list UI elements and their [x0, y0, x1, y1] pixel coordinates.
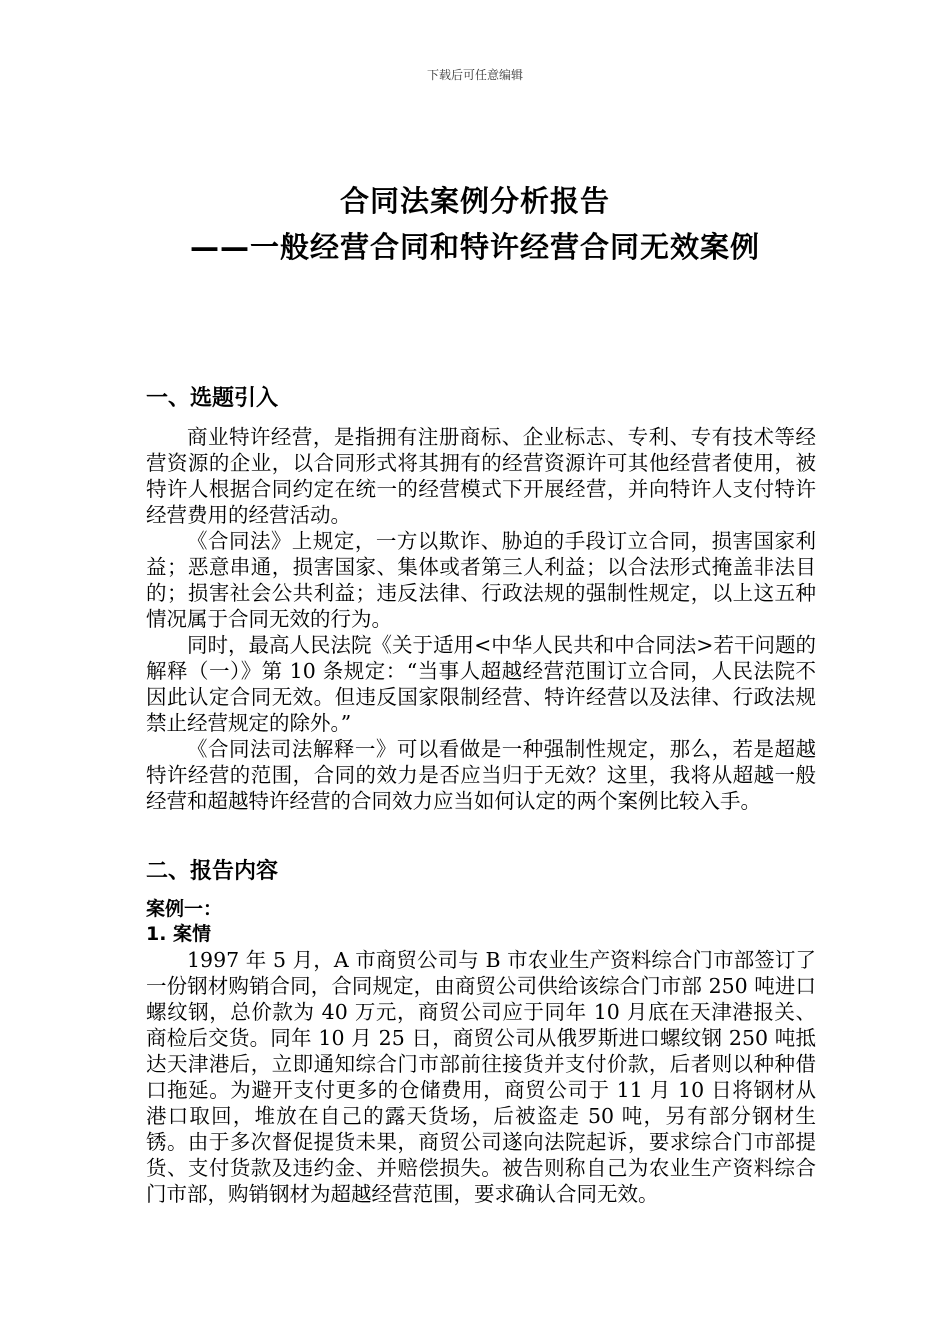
header-note: 下载后可任意编辑 — [426, 68, 523, 82]
document-subtitle: ——一般经营合同和特许经营合同无效案例 — [189, 230, 760, 264]
paragraph: 同时，最高人民法院《关于适用<中华人民共和中合同法>若干问题的解释（一）》第 10 条规定：“当事人超越经营范围订立合同，人民法院不因此认定合同无效。但违反国家限制经营、特许经营以及法律、行政法规禁止经营规定的除外。” — [146, 633, 816, 735]
section-intro — [146, 384, 816, 814]
paragraph: 《合同法司法解释一》可以看做是一种强制性规定，那么，若是超越特许经营的范围，合同的效力是否应当归于无效？这里，我将从超越一般经营和超越特许经营的合同效力应当如何认定的两个案例比较入手。 — [146, 737, 816, 813]
section-heading: 一、选题引入 — [146, 386, 279, 411]
section-report — [146, 857, 816, 1207]
paragraph: 1997 年 5 月，A 市商贸公司与 B 市农业生产资料综合门市部签订了一份钢材购销合同，合同规定，由商贸公司供给该综合门市部 250 吨进口螺纹钢，总价款为 40 万元，商贸公司应于同年 10 月底在天津港报关、商检后交货。同年 10 月 25 日，商贸公司从俄罗斯进口螺纹钢 250 吨抵达天津港后，立即通知综合门市部前往接货并支付价款，后者则以种种借口拖延。为避开支付更多的仓储费用，商贸公司于 11 月 10 日将钢材从港口取回，堆放在自己的露天货场，后被盗走 50 吨，另有部分钢材生锈。由于多次督促提货未果，商贸公司遂向法院起诉，要求综合门市部提货、支付货款及违约金、并赔偿损失。被告则称自己为农业生产资料综合门市部，购销钢材为超越经营范围，要求确认合同无效。 — [146, 948, 816, 1206]
section-heading: 二、报告内容 — [146, 859, 279, 884]
paragraph: 商业特许经营，是指拥有注册商标、企业标志、专利、专有技术等经营资源的企业，以合同形式将其拥有的经营资源许可其他经营者使用，被特许人根据合同约定在统一的经营模式下开展经营，并向特许人支付特许经营费用的经营活动。 — [146, 425, 816, 527]
title-block — [0, 178, 950, 270]
case-subheading: 1. 案情 — [146, 923, 212, 945]
paragraph: 《合同法》上规定，一方以欺诈、胁迫的手段订立合同，损害国家利益；恶意串通，损害国家、集体或者第三人利益；以合法形式掩盖非法目的；损害社会公共利益；违反法律、行政法规的强制性规定，以上这五种情况属于合同无效的行为。 — [146, 529, 816, 631]
document-title: 合同法案例分析报告 — [339, 184, 610, 218]
case-label: 案例一： — [146, 898, 223, 920]
